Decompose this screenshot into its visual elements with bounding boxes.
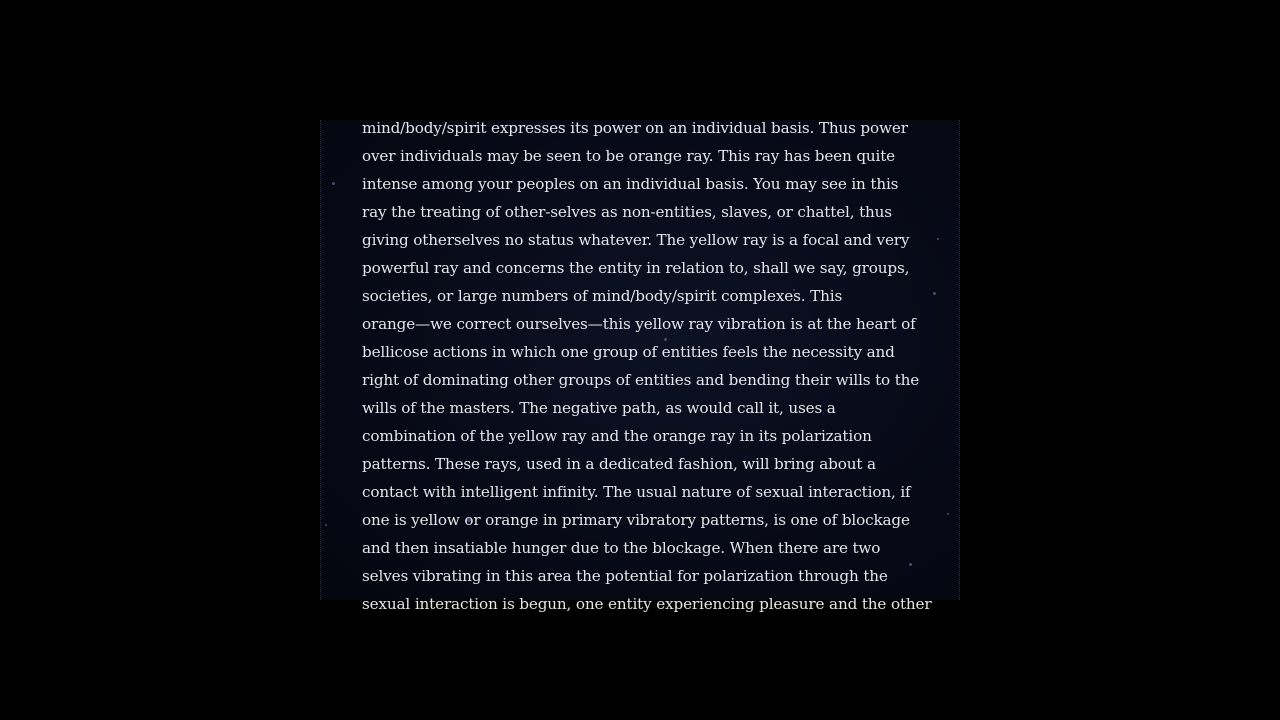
text-line: intense among your peoples on an individual basis. You may see in this xyxy=(362,175,899,193)
text-line: one is yellow or orange in primary vibratory patterns, is one of blockage xyxy=(362,511,910,529)
text-line: orange—we correct ourselves—this yellow ray vibration is at the heart of xyxy=(362,315,916,333)
star-dot xyxy=(933,292,936,295)
star-dot xyxy=(947,513,949,515)
text-line: sexual interaction is begun, one entity experiencing pleasure and the other xyxy=(362,595,932,613)
text-line: wills of the masters. The negative path, as would call it, uses a xyxy=(362,399,836,417)
text-line: contact with intelligent infinity. The usual nature of sexual interaction, if xyxy=(362,483,911,501)
star-dot xyxy=(325,524,327,526)
text-line: giving otherselves no status whatever. The yellow ray is a focal and very xyxy=(362,231,910,249)
text-line: bellicose actions in which one group of entities feels the necessity and xyxy=(362,343,895,361)
star-dot xyxy=(332,182,335,185)
text-line: over individuals may be seen to be orange ray. This ray has been quite xyxy=(362,147,896,165)
text-line: ray the treating of other-selves as non-entities, slaves, or chattel, thus xyxy=(362,203,892,221)
text-line: societies, or large numbers of mind/body/spirit complexes. This xyxy=(362,287,843,305)
text-line: combination of the yellow ray and the orange ray in its polarization xyxy=(362,427,872,445)
text-line: and then insatiable hunger due to the blockage. When there are two xyxy=(362,539,881,557)
text-line: patterns. These rays, used in a dedicated fashion, will bring about a xyxy=(362,455,876,473)
text-line: right of dominating other groups of entities and bending their wills to the xyxy=(362,371,920,389)
text-line: mind/body/spirit expresses its power on an individual basis. Thus power xyxy=(362,119,908,137)
text-line: powerful ray and concerns the entity in relation to, shall we say, groups, xyxy=(362,259,910,277)
body-text xyxy=(362,114,932,618)
text-line: selves vibrating in this area the potential for polarization through the xyxy=(362,567,888,585)
reader-panel[interactable] xyxy=(320,119,960,613)
star-dot xyxy=(937,238,939,240)
